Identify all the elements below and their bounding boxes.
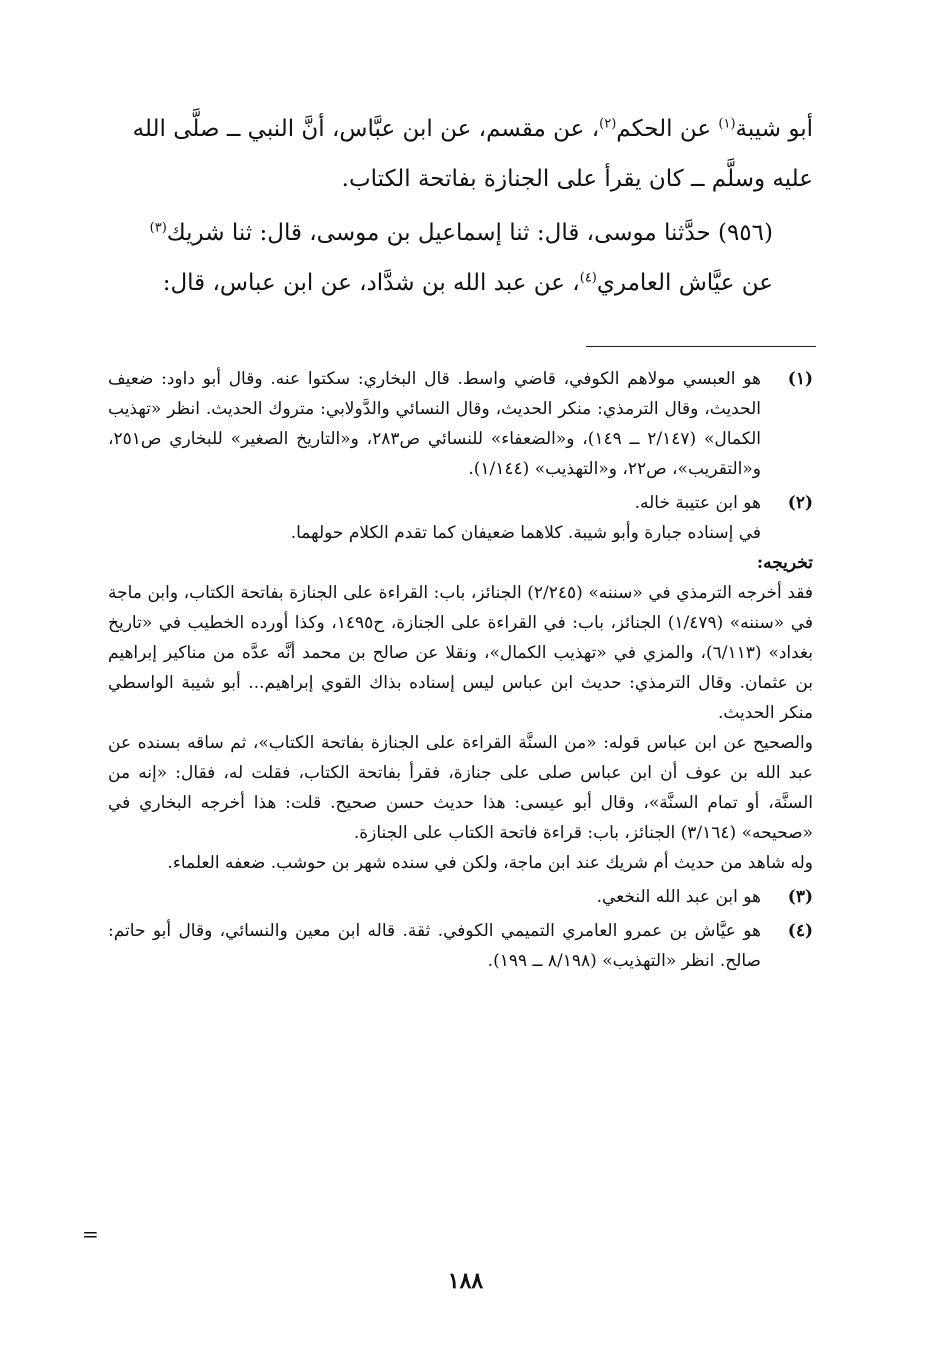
text-run: ، عن عبد الله بن شدَّاد، عن ابن عباس، قال: xyxy=(162,270,580,296)
footnote-3 xyxy=(108,882,813,912)
footnote-number: (١) xyxy=(787,369,813,389)
text-run: (٩٥٦) حدَّثنا موسى، قال: ثنا إسماعيل بن موسى، قال: ثنا شريك xyxy=(166,220,773,246)
footnote-ref-4[interactable]: (٤) xyxy=(579,270,597,286)
footnote-separator xyxy=(586,346,816,347)
footnote-4 xyxy=(108,916,813,976)
footnote-text: هو العبسي مولاهم الكوفي، قاضي واسط. قال البخاري: سكتوا عنه. وقال أبو داود: ضعيف الحديث، وقال الترمذي: منكر الحديث، وقال النسائي والدَّولابي: متروك الحديث. انظر «تهذيب الكمال» (٢/١٤٧ ــ ١٤٩)، و«الضعفاء» للنسائي ص٢٨٣، و«التاريخ الصغير» للبخاري ص٢٥١، و«التقريب»، ص٢٢، و«التهذيب» (١/١٤٤). xyxy=(108,369,762,479)
text-run: عن الحكم xyxy=(616,116,719,142)
footnote-1 xyxy=(108,364,813,484)
takhrij-section xyxy=(108,548,813,878)
takhrij-paragraph: والصحيح عن ابن عباس قوله: «من السنَّة القراءة على الجنازة بفاتحة الكتاب»، ثم ساقه بسنده عن عبد الله بن عوف أن ابن عباس صلى على جنازة، فقرأ بفاتحة الكتاب، فقلت له، فقال: «إنه من السنَّة، أو تمام السنَّة»، وقال أبو عيسى: هذا حديث حسن صحيح. قلت: هذا أخرجه البخاري في «صحيحه» (٣/١٦٤) الجنائز، باب: قراءة فاتحة الكتاب على الجنازة. xyxy=(108,733,813,843)
text-run: عن عيَّاش العامري xyxy=(596,270,773,296)
footnote-ref-1[interactable]: (١) xyxy=(718,116,736,132)
text-run: أبو شيبة xyxy=(735,116,813,142)
footnote-number: (٤) xyxy=(787,921,813,941)
footnote-line: هو ابن عتيبة خاله. xyxy=(634,493,761,513)
footnote-line: في إسناده جبارة وأبو شيبة. كلاهما ضعيفان كما تقدم الكلام حولهما. xyxy=(290,523,761,543)
continuation-mark: = xyxy=(82,1222,99,1246)
footnote-ref-3[interactable]: (٣) xyxy=(149,220,167,236)
main-text xyxy=(113,104,813,308)
footnote-2 xyxy=(108,488,813,548)
takhrij-paragraph: وله شاهد من حديث أم شريك عند ابن ماجة، ولكن في سنده شهر بن حوشب. ضعفه العلماء. xyxy=(167,853,813,873)
text-run: ، عن مقسم، عن ابن عبَّاس، أنَّ النبي ــ صلَّى الله عليه وسلَّم ــ كان يقرأ على الجنازة بفاتحة الكتاب. xyxy=(132,116,813,192)
footnote-text: هو عيَّاش بن عمرو العامري التميمي الكوفي. ثقة. قاله ابن معين والنسائي، وقال أبو حاتم: صالح. انظر «التهذيب» (٨/١٩٨ ــ ١٩٩). xyxy=(108,921,761,971)
footnote-text xyxy=(108,488,761,548)
takhrij-paragraph: فقد أخرجه الترمذي في «سننه» (٢/٢٤٥) الجنائز، باب: القراءة على الجنازة بفاتحة الكتاب، وابن ماجة في «سننه» (١/٤٧٩) الجنائز، باب: في القراءة على الجنازة، ح١٤٩٥، وكذا أورده الخطيب في «تاريخ بغداد» (٦/١١٣)، والمزي في «تهذيب الكمال»، ونقلا عن صالح بن محمد أنَّه عدَّه من مناكير إبراهيم بن عثمان. وقال الترمذي: حديث ابن عباس ليس إسناده بذاك القوي إبراهيم... أبو شيبة الواسطي منكر الحديث. xyxy=(108,583,813,723)
footnotes xyxy=(108,364,813,976)
footnote-ref-2[interactable]: (٢) xyxy=(599,116,617,132)
footnote-text: هو ابن عبد الله النخعي. xyxy=(596,887,761,907)
main-paragraph-1 xyxy=(113,104,813,204)
footnote-number: (٣) xyxy=(787,887,813,907)
page-number: ١٨٨ xyxy=(447,1268,484,1294)
main-paragraph-2 xyxy=(113,208,813,308)
takhrij-heading: تخريجه: xyxy=(756,553,813,573)
footnote-number: (٢) xyxy=(787,493,813,513)
